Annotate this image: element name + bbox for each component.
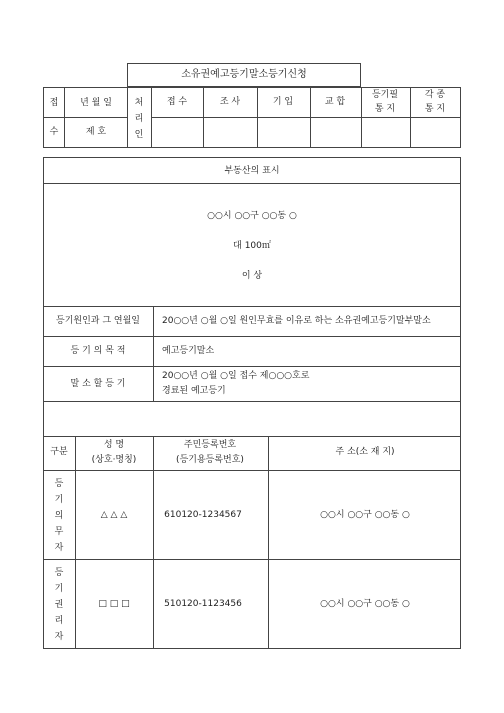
id-header-1: 주민등록번호 (183, 440, 237, 450)
form-title: 소유권예고등기말소등기신청 (181, 69, 307, 80)
role-obligor-char-1: 등 (54, 479, 64, 489)
right-holder-name: □ □ □ (98, 599, 130, 609)
gakjong-label: 각 종 (424, 90, 446, 100)
cancel-label: 말 소 할 등 기 (70, 379, 126, 389)
cheori-in-1: 처 (134, 98, 144, 108)
number-label: 제 호 (85, 127, 107, 137)
right-holder-id: 510120-1123456 (164, 599, 242, 609)
purpose-label: 등 기 의 목 적 (70, 346, 126, 356)
tongji-label-2: 통 지 (424, 104, 446, 114)
obligor-address: ○○시 ○○구 ○○동 ○ (320, 510, 410, 520)
main-table (43, 157, 461, 649)
cause-label: 등기원인과 그 연월일 (56, 316, 140, 326)
cheori-in-2: 리 (134, 114, 144, 124)
role-obligor-char-4: 무 (54, 527, 64, 537)
id-header-2: (등기용등록번호) (176, 455, 244, 465)
cause-value: 20○○년 ○월 ○일 원인무효를 이유로 하는 소유권예고등기말부말소 (162, 316, 431, 326)
property-end: 이 상 (241, 271, 263, 281)
cancel-value-line1: 20○○년 ○월 ○일 접수 제○○○호로 (162, 371, 310, 381)
gubun-header: 구분 (50, 447, 68, 457)
josa-label: 조 사 (219, 97, 241, 107)
purpose-value: 예고등기말소 (162, 346, 215, 356)
role-obligor-char-3: 의 (54, 511, 64, 521)
role-right-holder-char-5: 자 (54, 632, 64, 642)
jeopsu-label: 접 수 (166, 97, 188, 107)
su-label: 수 (49, 127, 59, 137)
role-right-holder-char-4: 리 (54, 616, 64, 626)
cheori-in-3: 인 (134, 130, 144, 140)
right-holder-address: ○○시 ○○구 ○○동 ○ (320, 599, 410, 609)
obligor-id: 610120-1234567 (164, 510, 242, 520)
jeop-label: 접 (49, 98, 59, 108)
date-label: 년 월 일 (80, 98, 112, 108)
obligor-name: △ △ △ (100, 510, 128, 520)
property-section-title: 부동산의 표시 (224, 166, 280, 176)
tongji-label-1: 통 지 (374, 104, 396, 114)
role-obligor-char-5: 자 (54, 543, 64, 553)
deunggi-pil-label: 등기필 (371, 90, 399, 100)
name-header-2: (상호·명칭) (91, 455, 137, 465)
role-right-holder-char-2: 기 (54, 584, 64, 594)
role-right-holder-char-3: 권 (54, 600, 64, 610)
role-obligor-char-2: 기 (54, 495, 64, 505)
giip-label: 기 입 (272, 97, 294, 107)
gyohap-label: 교 합 (324, 97, 346, 107)
property-address: ○○시 ○○구 ○○동 ○ (207, 211, 297, 221)
role-right-holder-char-1: 등 (54, 568, 64, 578)
name-header-1: 성 명 (103, 440, 125, 450)
property-area: 대 100㎡ (233, 241, 271, 251)
address-header: 주 소(소 재 지) (335, 447, 395, 457)
cancel-value-line2: 경료된 예고등기 (162, 386, 226, 396)
